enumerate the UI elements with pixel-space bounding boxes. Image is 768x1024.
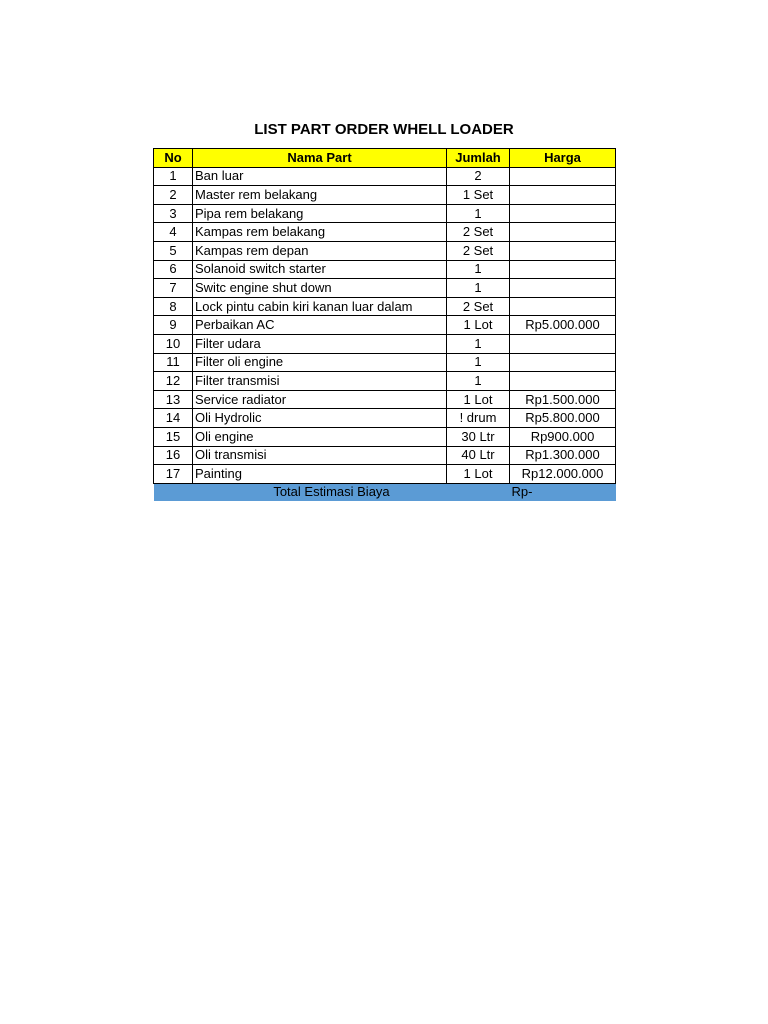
page-title: LIST PART ORDER WHELL LOADER <box>254 121 514 138</box>
cell-no: 3 <box>154 204 193 223</box>
cell-price <box>510 353 616 372</box>
table-row <box>154 353 616 372</box>
cell-no: 9 <box>154 316 193 335</box>
table-row <box>154 372 616 391</box>
cell-qty: 1 Lot <box>447 465 510 484</box>
cell-name: Kampas rem depan <box>193 241 447 260</box>
cell-price <box>510 186 616 205</box>
total-label: Total Estimasi Biaya <box>154 483 510 501</box>
cell-qty: 40 Ltr <box>447 446 510 465</box>
cell-no: 15 <box>154 427 193 446</box>
table-row <box>154 223 616 242</box>
cell-qty: 1 Lot <box>447 316 510 335</box>
table-row <box>154 167 616 186</box>
cell-name: Lock pintu cabin kiri kanan luar dalam <box>193 297 447 316</box>
cell-qty: 1 Lot <box>447 390 510 409</box>
cell-price: Rp12.000.000 <box>510 465 616 484</box>
cell-name: Filter udara <box>193 334 447 353</box>
cell-no: 12 <box>154 372 193 391</box>
table-row <box>154 241 616 260</box>
cell-qty: 2 Set <box>447 223 510 242</box>
header-qty: Jumlah <box>447 149 510 168</box>
cell-no: 13 <box>154 390 193 409</box>
table-row <box>154 465 616 484</box>
cell-name: Filter transmisi <box>193 372 447 391</box>
cell-qty: 2 Set <box>447 241 510 260</box>
cell-no: 10 <box>154 334 193 353</box>
cell-no: 6 <box>154 260 193 279</box>
table-header-row <box>154 149 616 168</box>
cell-name: Filter oli engine <box>193 353 447 372</box>
cell-name: Perbaikan AC <box>193 316 447 335</box>
cell-price <box>510 204 616 223</box>
header-name: Nama Part <box>193 149 447 168</box>
cell-qty: 1 <box>447 279 510 298</box>
cell-price <box>510 372 616 391</box>
cell-no: 16 <box>154 446 193 465</box>
table-row <box>154 390 616 409</box>
cell-price <box>510 241 616 260</box>
cell-name: Switc engine shut down <box>193 279 447 298</box>
header-no: No <box>154 149 193 168</box>
cell-name: Oli Hydrolic <box>193 409 447 428</box>
parts-table <box>153 148 616 501</box>
cell-price: Rp900.000 <box>510 427 616 446</box>
table-body <box>154 167 616 483</box>
cell-qty: ! drum <box>447 409 510 428</box>
cell-no: 2 <box>154 186 193 205</box>
cell-name: Painting <box>193 465 447 484</box>
cell-qty: 1 <box>447 260 510 279</box>
cell-qty: 30 Ltr <box>447 427 510 446</box>
table-row <box>154 316 616 335</box>
cell-price <box>510 167 616 186</box>
table-row <box>154 427 616 446</box>
cell-no: 4 <box>154 223 193 242</box>
cell-qty: 2 Set <box>447 297 510 316</box>
cell-price: Rp5.000.000 <box>510 316 616 335</box>
cell-name: Pipa rem belakang <box>193 204 447 223</box>
cell-price <box>510 279 616 298</box>
cell-no: 1 <box>154 167 193 186</box>
cell-name: Solanoid switch starter <box>193 260 447 279</box>
cell-no: 5 <box>154 241 193 260</box>
table-row <box>154 260 616 279</box>
cell-price <box>510 297 616 316</box>
cell-name: Ban luar <box>193 167 447 186</box>
table-row <box>154 279 616 298</box>
total-row <box>154 483 616 501</box>
cell-qty: 1 <box>447 204 510 223</box>
cell-price: Rp1.500.000 <box>510 390 616 409</box>
cell-qty: 1 <box>447 372 510 391</box>
table-row <box>154 297 616 316</box>
cell-price: Rp1.300.000 <box>510 446 616 465</box>
cell-no: 11 <box>154 353 193 372</box>
cell-no: 14 <box>154 409 193 428</box>
cell-no: 8 <box>154 297 193 316</box>
table-row <box>154 446 616 465</box>
table-row <box>154 204 616 223</box>
cell-qty: 1 <box>447 334 510 353</box>
cell-name: Kampas rem belakang <box>193 223 447 242</box>
cell-price <box>510 260 616 279</box>
cell-name: Oli engine <box>193 427 447 446</box>
cell-qty: 1 Set <box>447 186 510 205</box>
cell-name: Master rem belakang <box>193 186 447 205</box>
cell-qty: 1 <box>447 353 510 372</box>
cell-price: Rp5.800.000 <box>510 409 616 428</box>
cell-name: Oli transmisi <box>193 446 447 465</box>
table-row <box>154 334 616 353</box>
cell-price <box>510 334 616 353</box>
cell-no: 17 <box>154 465 193 484</box>
cell-name: Service radiator <box>193 390 447 409</box>
table-row <box>154 409 616 428</box>
table-row <box>154 186 616 205</box>
header-price: Harga <box>510 149 616 168</box>
cell-no: 7 <box>154 279 193 298</box>
cell-qty: 2 <box>447 167 510 186</box>
total-value: Rp- <box>510 483 616 501</box>
cell-price <box>510 223 616 242</box>
